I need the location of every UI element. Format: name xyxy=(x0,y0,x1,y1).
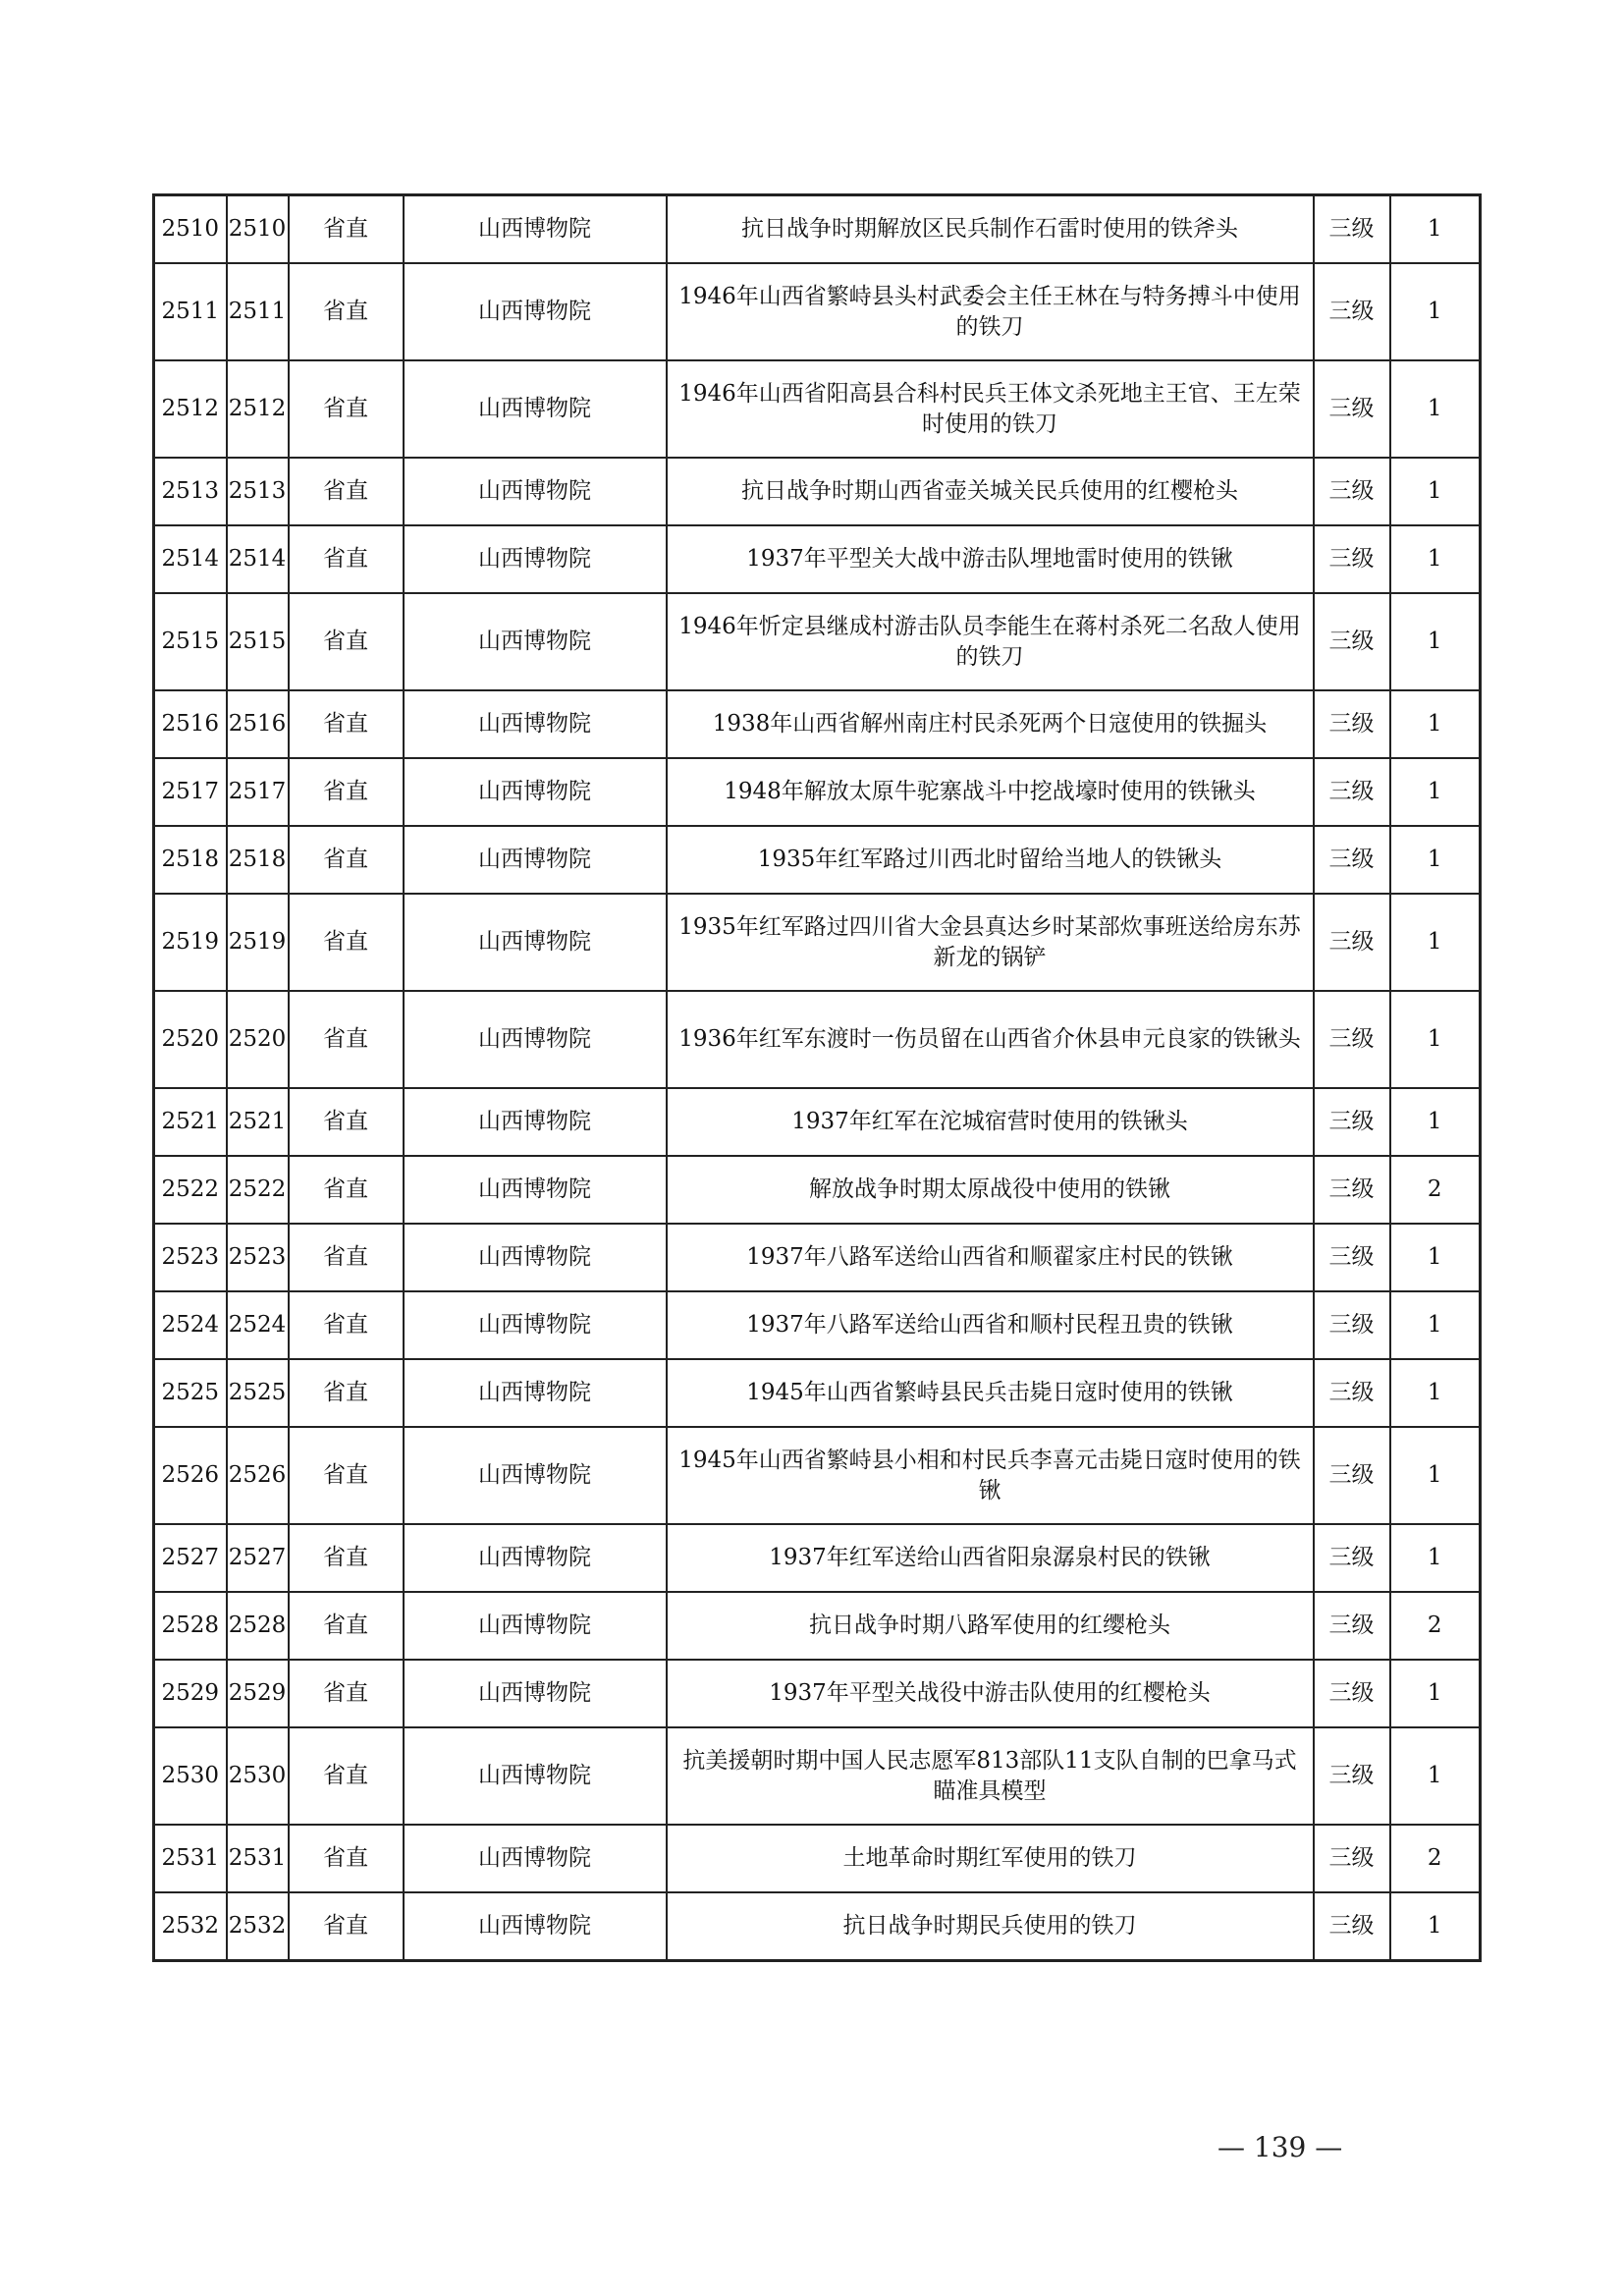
grade-cell: 三级 xyxy=(1314,1592,1390,1660)
grade-cell: 三级 xyxy=(1314,525,1390,593)
catalog-no-cell: 2525 xyxy=(227,1359,289,1427)
seq-cell: 2523 xyxy=(154,1224,227,1291)
relic-name-cell: 1937年八路军送给山西省和顺村民程丑贵的铁锹 xyxy=(667,1291,1314,1359)
affiliation-cell: 省直 xyxy=(289,1224,404,1291)
table-row xyxy=(154,195,1481,264)
seq-cell: 2519 xyxy=(154,894,227,991)
unit-cell: 山西博物院 xyxy=(404,894,667,991)
table-body xyxy=(154,195,1481,1961)
catalog-no-cell: 2526 xyxy=(227,1427,289,1524)
affiliation-cell: 省直 xyxy=(289,690,404,758)
relic-name-cell: 1937年红军送给山西省阳泉潺泉村民的铁锹 xyxy=(667,1524,1314,1592)
table-row xyxy=(154,1727,1481,1825)
grade-cell: 三级 xyxy=(1314,593,1390,690)
catalog-no-cell: 2527 xyxy=(227,1524,289,1592)
quantity-cell: 1 xyxy=(1390,690,1481,758)
affiliation-cell: 省直 xyxy=(289,991,404,1088)
table-row xyxy=(154,1825,1481,1892)
table-row xyxy=(154,826,1481,894)
grade-cell: 三级 xyxy=(1314,1825,1390,1892)
quantity-cell: 1 xyxy=(1390,593,1481,690)
table-row xyxy=(154,525,1481,593)
relic-name-cell: 1937年平型关战役中游击队使用的红樱枪头 xyxy=(667,1660,1314,1727)
grade-cell: 三级 xyxy=(1314,1427,1390,1524)
relic-name-cell: 1937年八路军送给山西省和顺翟家庄村民的铁锹 xyxy=(667,1224,1314,1291)
unit-cell: 山西博物院 xyxy=(404,593,667,690)
catalog-no-cell: 2521 xyxy=(227,1088,289,1156)
grade-cell: 三级 xyxy=(1314,1524,1390,1592)
table-row xyxy=(154,894,1481,991)
seq-cell: 2520 xyxy=(154,991,227,1088)
quantity-cell: 1 xyxy=(1390,1727,1481,1825)
affiliation-cell: 省直 xyxy=(289,525,404,593)
relic-name-cell: 1935年红军路过四川省大金县真达乡时某部炊事班送给房东苏新龙的锅铲 xyxy=(667,894,1314,991)
seq-cell: 2510 xyxy=(154,195,227,264)
table-row xyxy=(154,1892,1481,1961)
catalog-no-cell: 2530 xyxy=(227,1727,289,1825)
catalog-no-cell: 2511 xyxy=(227,263,289,360)
quantity-cell: 1 xyxy=(1390,263,1481,360)
catalog-no-cell: 2514 xyxy=(227,525,289,593)
catalog-no-cell: 2529 xyxy=(227,1660,289,1727)
seq-cell: 2522 xyxy=(154,1156,227,1224)
grade-cell: 三级 xyxy=(1314,1156,1390,1224)
relic-name-cell: 1945年山西省繁峙县民兵击毙日寇时使用的铁锹 xyxy=(667,1359,1314,1427)
quantity-cell: 2 xyxy=(1390,1825,1481,1892)
quantity-cell: 1 xyxy=(1390,758,1481,826)
grade-cell: 三级 xyxy=(1314,991,1390,1088)
grade-cell: 三级 xyxy=(1314,758,1390,826)
table-row xyxy=(154,593,1481,690)
unit-cell: 山西博物院 xyxy=(404,1892,667,1961)
unit-cell: 山西博物院 xyxy=(404,458,667,525)
relic-name-cell: 1938年山西省解州南庄村民杀死两个日寇使用的铁掘头 xyxy=(667,690,1314,758)
relic-name-cell: 1945年山西省繁峙县小相和村民兵李喜元击毙日寇时使用的铁锹 xyxy=(667,1427,1314,1524)
affiliation-cell: 省直 xyxy=(289,758,404,826)
seq-cell: 2526 xyxy=(154,1427,227,1524)
seq-cell: 2521 xyxy=(154,1088,227,1156)
page-number: — 139 — xyxy=(1217,2131,1343,2163)
quantity-cell: 1 xyxy=(1390,1892,1481,1961)
table-row xyxy=(154,690,1481,758)
catalog-no-cell: 2512 xyxy=(227,360,289,458)
table-row xyxy=(154,1224,1481,1291)
quantity-cell: 1 xyxy=(1390,458,1481,525)
catalog-no-cell: 2520 xyxy=(227,991,289,1088)
unit-cell: 山西博物院 xyxy=(404,758,667,826)
seq-cell: 2525 xyxy=(154,1359,227,1427)
table-row xyxy=(154,1359,1481,1427)
seq-cell: 2512 xyxy=(154,360,227,458)
seq-cell: 2514 xyxy=(154,525,227,593)
catalog-no-cell: 2523 xyxy=(227,1224,289,1291)
seq-cell: 2530 xyxy=(154,1727,227,1825)
relic-name-cell: 1937年红军在沱城宿营时使用的铁锹头 xyxy=(667,1088,1314,1156)
catalog-no-cell: 2522 xyxy=(227,1156,289,1224)
affiliation-cell: 省直 xyxy=(289,263,404,360)
grade-cell: 三级 xyxy=(1314,1727,1390,1825)
seq-cell: 2531 xyxy=(154,1825,227,1892)
catalog-no-cell: 2532 xyxy=(227,1892,289,1961)
affiliation-cell: 省直 xyxy=(289,1825,404,1892)
unit-cell: 山西博物院 xyxy=(404,1224,667,1291)
catalog-no-cell: 2510 xyxy=(227,195,289,264)
seq-cell: 2524 xyxy=(154,1291,227,1359)
affiliation-cell: 省直 xyxy=(289,1427,404,1524)
unit-cell: 山西博物院 xyxy=(404,991,667,1088)
relic-name-cell: 1937年平型关大战中游击队埋地雷时使用的铁锹 xyxy=(667,525,1314,593)
unit-cell: 山西博物院 xyxy=(404,360,667,458)
table-row xyxy=(154,1592,1481,1660)
unit-cell: 山西博物院 xyxy=(404,1156,667,1224)
affiliation-cell: 省直 xyxy=(289,1291,404,1359)
unit-cell: 山西博物院 xyxy=(404,1727,667,1825)
table-row xyxy=(154,263,1481,360)
affiliation-cell: 省直 xyxy=(289,458,404,525)
table-row xyxy=(154,360,1481,458)
relic-name-cell: 抗日战争时期解放区民兵制作石雷时使用的铁斧头 xyxy=(667,195,1314,264)
quantity-cell: 2 xyxy=(1390,1156,1481,1224)
quantity-cell: 1 xyxy=(1390,1088,1481,1156)
relic-name-cell: 抗日战争时期山西省壶关城关民兵使用的红樱枪头 xyxy=(667,458,1314,525)
unit-cell: 山西博物院 xyxy=(404,826,667,894)
table-row xyxy=(154,1088,1481,1156)
relic-name-cell: 土地革命时期红军使用的铁刀 xyxy=(667,1825,1314,1892)
grade-cell: 三级 xyxy=(1314,458,1390,525)
quantity-cell: 1 xyxy=(1390,991,1481,1088)
catalog-no-cell: 2531 xyxy=(227,1825,289,1892)
seq-cell: 2515 xyxy=(154,593,227,690)
affiliation-cell: 省直 xyxy=(289,1892,404,1961)
quantity-cell: 1 xyxy=(1390,894,1481,991)
catalog-no-cell: 2518 xyxy=(227,826,289,894)
seq-cell: 2516 xyxy=(154,690,227,758)
relic-name-cell: 抗日战争时期八路军使用的红缨枪头 xyxy=(667,1592,1314,1660)
relic-name-cell: 1936年红军东渡时一伤员留在山西省介休县申元良家的铁锹头 xyxy=(667,991,1314,1088)
quantity-cell: 2 xyxy=(1390,1592,1481,1660)
catalog-no-cell: 2513 xyxy=(227,458,289,525)
grade-cell: 三级 xyxy=(1314,195,1390,264)
relic-name-cell: 1946年山西省阳高县合科村民兵王体文杀死地主王官、王左荣时使用的铁刀 xyxy=(667,360,1314,458)
affiliation-cell: 省直 xyxy=(289,894,404,991)
quantity-cell: 1 xyxy=(1390,1359,1481,1427)
affiliation-cell: 省直 xyxy=(289,1592,404,1660)
grade-cell: 三级 xyxy=(1314,1359,1390,1427)
relic-name-cell: 1946年忻定县继成村游击队员李能生在蒋村杀死二名敌人使用的铁刀 xyxy=(667,593,1314,690)
table-row xyxy=(154,1660,1481,1727)
seq-cell: 2513 xyxy=(154,458,227,525)
table-row xyxy=(154,1291,1481,1359)
affiliation-cell: 省直 xyxy=(289,1359,404,1427)
affiliation-cell: 省直 xyxy=(289,1156,404,1224)
affiliation-cell: 省直 xyxy=(289,195,404,264)
affiliation-cell: 省直 xyxy=(289,593,404,690)
seq-cell: 2528 xyxy=(154,1592,227,1660)
catalog-no-cell: 2515 xyxy=(227,593,289,690)
affiliation-cell: 省直 xyxy=(289,1524,404,1592)
unit-cell: 山西博物院 xyxy=(404,263,667,360)
catalog-no-cell: 2516 xyxy=(227,690,289,758)
unit-cell: 山西博物院 xyxy=(404,1524,667,1592)
seq-cell: 2527 xyxy=(154,1524,227,1592)
unit-cell: 山西博物院 xyxy=(404,1825,667,1892)
unit-cell: 山西博物院 xyxy=(404,195,667,264)
quantity-cell: 1 xyxy=(1390,525,1481,593)
unit-cell: 山西博物院 xyxy=(404,1088,667,1156)
catalog-no-cell: 2517 xyxy=(227,758,289,826)
table-row xyxy=(154,1524,1481,1592)
unit-cell: 山西博物院 xyxy=(404,690,667,758)
seq-cell: 2529 xyxy=(154,1660,227,1727)
grade-cell: 三级 xyxy=(1314,360,1390,458)
unit-cell: 山西博物院 xyxy=(404,1427,667,1524)
quantity-cell: 1 xyxy=(1390,826,1481,894)
table-row xyxy=(154,458,1481,525)
unit-cell: 山西博物院 xyxy=(404,1592,667,1660)
unit-cell: 山西博物院 xyxy=(404,525,667,593)
relic-name-cell: 抗日战争时期民兵使用的铁刀 xyxy=(667,1892,1314,1961)
grade-cell: 三级 xyxy=(1314,1660,1390,1727)
seq-cell: 2511 xyxy=(154,263,227,360)
grade-cell: 三级 xyxy=(1314,826,1390,894)
unit-cell: 山西博物院 xyxy=(404,1291,667,1359)
seq-cell: 2518 xyxy=(154,826,227,894)
grade-cell: 三级 xyxy=(1314,690,1390,758)
relic-table xyxy=(152,193,1482,1962)
relic-name-cell: 1935年红军路过川西北时留给当地人的铁锹头 xyxy=(667,826,1314,894)
quantity-cell: 1 xyxy=(1390,1524,1481,1592)
relic-name-cell: 抗美援朝时期中国人民志愿军813部队11支队自制的巴拿马式瞄准具模型 xyxy=(667,1727,1314,1825)
table-row xyxy=(154,758,1481,826)
catalog-no-cell: 2524 xyxy=(227,1291,289,1359)
seq-cell: 2517 xyxy=(154,758,227,826)
grade-cell: 三级 xyxy=(1314,1291,1390,1359)
affiliation-cell: 省直 xyxy=(289,826,404,894)
grade-cell: 三级 xyxy=(1314,1224,1390,1291)
quantity-cell: 1 xyxy=(1390,195,1481,264)
relic-name-cell: 1948年解放太原牛驼寨战斗中挖战壕时使用的铁锹头 xyxy=(667,758,1314,826)
relic-name-cell: 1946年山西省繁峙县头村武委会主任王林在与特务搏斗中使用的铁刀 xyxy=(667,263,1314,360)
unit-cell: 山西博物院 xyxy=(404,1660,667,1727)
grade-cell: 三级 xyxy=(1314,1892,1390,1961)
affiliation-cell: 省直 xyxy=(289,1088,404,1156)
grade-cell: 三级 xyxy=(1314,263,1390,360)
grade-cell: 三级 xyxy=(1314,894,1390,991)
quantity-cell: 1 xyxy=(1390,1224,1481,1291)
seq-cell: 2532 xyxy=(154,1892,227,1961)
quantity-cell: 1 xyxy=(1390,1660,1481,1727)
quantity-cell: 1 xyxy=(1390,1427,1481,1524)
quantity-cell: 1 xyxy=(1390,360,1481,458)
catalog-no-cell: 2519 xyxy=(227,894,289,991)
table-row xyxy=(154,991,1481,1088)
quantity-cell: 1 xyxy=(1390,1291,1481,1359)
relic-name-cell: 解放战争时期太原战役中使用的铁锹 xyxy=(667,1156,1314,1224)
affiliation-cell: 省直 xyxy=(289,1727,404,1825)
grade-cell: 三级 xyxy=(1314,1088,1390,1156)
table-row xyxy=(154,1156,1481,1224)
catalog-no-cell: 2528 xyxy=(227,1592,289,1660)
unit-cell: 山西博物院 xyxy=(404,1359,667,1427)
affiliation-cell: 省直 xyxy=(289,360,404,458)
table-row xyxy=(154,1427,1481,1524)
affiliation-cell: 省直 xyxy=(289,1660,404,1727)
